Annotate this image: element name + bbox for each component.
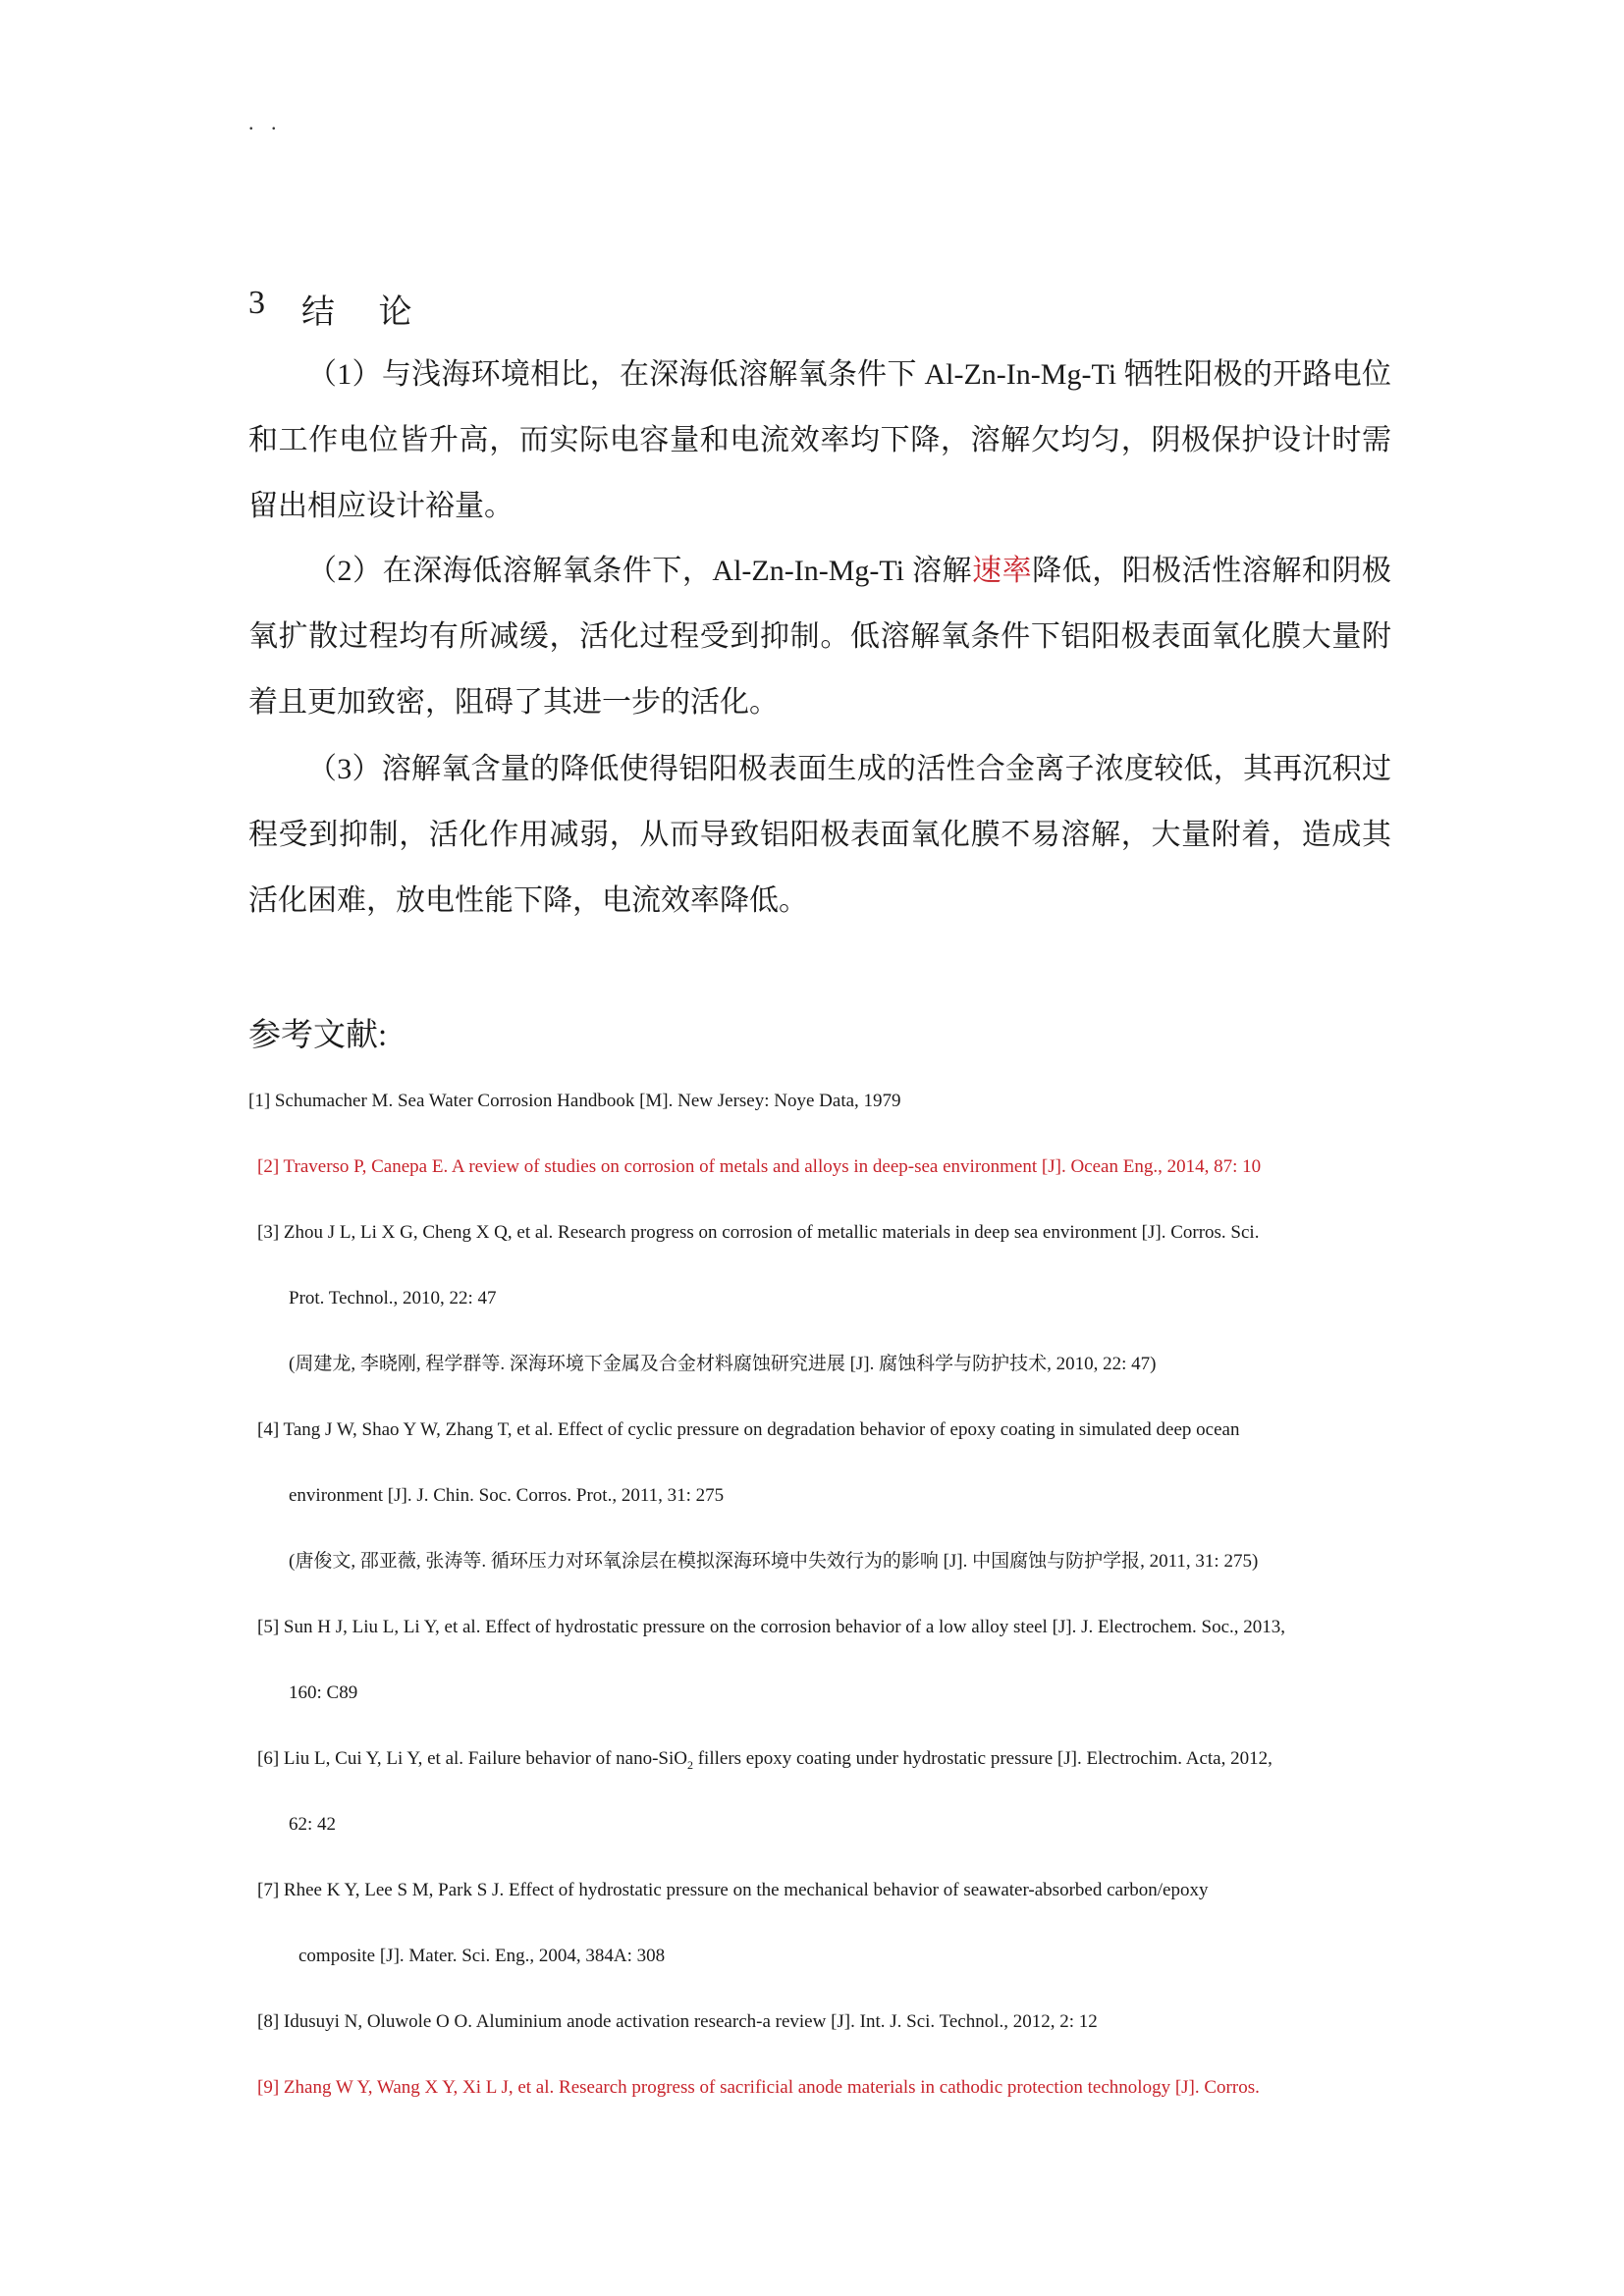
reference-8: [8] Idusuyi N, Oluwole O O. Aluminium anode activation research-a review [J]. Int. J. Sci. Technol., 2012, 2: 12 bbox=[257, 2011, 1098, 2032]
reference-3-line-1: [3] Zhou J L, Li X G, Cheng X Q, et al. Research progress on corrosion of metallic materials in deep sea environment [J]. Corros. Sci. bbox=[257, 1222, 1260, 1243]
section-heading bbox=[248, 285, 430, 333]
reference-1: [1] Schumacher M. Sea Water Corrosion Handbook [M]. New Jersey: Noye Data, 1979 bbox=[248, 1091, 901, 1111]
reference-3-chinese: (周建龙, 李晓刚, 程学群等. 深海环境下金属及合金材料腐蚀研究进展 [J]. 腐蚀科学与防护技术, 2010, 22: 47) bbox=[289, 1354, 1157, 1374]
conclusion-paragraph-2 bbox=[248, 538, 1391, 735]
conclusion-2-after: 降低，阳极活性溶解和阴极氧扩散过程均有所减缓，活化过程受到抑制。低溶解氧条件下铝阳极表面氧化膜大量附着且更加致密，阻碍了其进一步的活化。 bbox=[248, 555, 1391, 719]
conclusion-paragraph-3: （3）溶解氧含量的降低使得铝阳极表面生成的活性合金离子浓度较低，其再沉积过程受到抑制，活化作用减弱，从而导致铝阳极表面氧化膜不易溶解，大量附着，造成其活化困难，放电性能下降，电流效率降低。 bbox=[248, 753, 1391, 917]
reference-6-line-2: 62: 42 bbox=[289, 1814, 337, 1835]
reference-4-chinese: (唐俊文, 邵亚薇, 张涛等. 循环压力对环氧涂层在模拟深海环境中失效行为的影响 [J]. 中国腐蚀与防护学报, 2011, 31: 275) bbox=[289, 1551, 1259, 1572]
highlighted-term: 速率 bbox=[972, 555, 1033, 587]
reference-5-line-1: [5] Sun H J, Liu L, Li Y, et al. Effect of hydrostatic pressure on the corrosion behavior of a low alloy steel [J]. J. Electrochem. Soc., 2013, bbox=[257, 1617, 1286, 1637]
references-heading: 参考文献: bbox=[248, 1018, 388, 1053]
conclusion-2-before: （2）在深海低溶解氧条件下，Al-Zn-In-Mg-Ti 溶解 bbox=[307, 555, 973, 587]
reference-6-line-1 bbox=[257, 1726, 1272, 1798]
reference-6-subscript: 2 bbox=[686, 1757, 693, 1772]
conclusion-paragraph-1: （1）与浅海环境相比，在深海低溶解氧条件下 Al-Zn-In-Mg-Ti 牺牲阳极的开路电位和工作电位皆升高，而实际电容量和电流效率均下降，溶解欠均匀，阴极保护设计时需留出相应设计裕量。 bbox=[248, 358, 1391, 522]
reference-9: [9] Zhang W Y, Wang X Y, Xi L J, et al. Research progress of sacrificial anode materials in cathodic protection technology [J]. Corros. bbox=[257, 2077, 1260, 2098]
reference-7-line-1: [7] Rhee K Y, Lee S M, Park S J. Effect of hydrostatic pressure on the mechanical behavior of seawater-absorbed carbon/epoxy bbox=[257, 1880, 1209, 1900]
reference-5-line-2: 160: C89 bbox=[289, 1682, 358, 1703]
reference-6-part-a: [6] Liu L, Cui Y, Li Y, et al. Failure behavior of nano-SiO bbox=[257, 1748, 687, 1769]
reference-2: [2] Traverso P, Canepa E. A review of studies on corrosion of metals and alloys in deep-sea environment [J]. Ocean Eng., 2014, 87: 10 bbox=[257, 1156, 1262, 1177]
page-header-dots: . . bbox=[248, 110, 283, 134]
section-title: 结 论 bbox=[301, 294, 430, 331]
reference-3-line-2: Prot. Technol., 2010, 22: 47 bbox=[289, 1288, 497, 1308]
reference-4-line-1: [4] Tang J W, Shao Y W, Zhang T, et al. Effect of cyclic pressure on degradation behavior of epoxy coating in simulated deep ocean bbox=[257, 1419, 1240, 1440]
reference-7-line-2: composite [J]. Mater. Sci. Eng., 2004, 384A: 308 bbox=[298, 1946, 666, 1966]
section-number: 3 bbox=[248, 285, 265, 321]
reference-4-line-2: environment [J]. J. Chin. Soc. Corros. Prot., 2011, 31: 275 bbox=[289, 1485, 725, 1506]
reference-6-part-b: fillers epoxy coating under hydrostatic pressure [J]. Electrochim. Acta, 2012, bbox=[692, 1748, 1272, 1769]
